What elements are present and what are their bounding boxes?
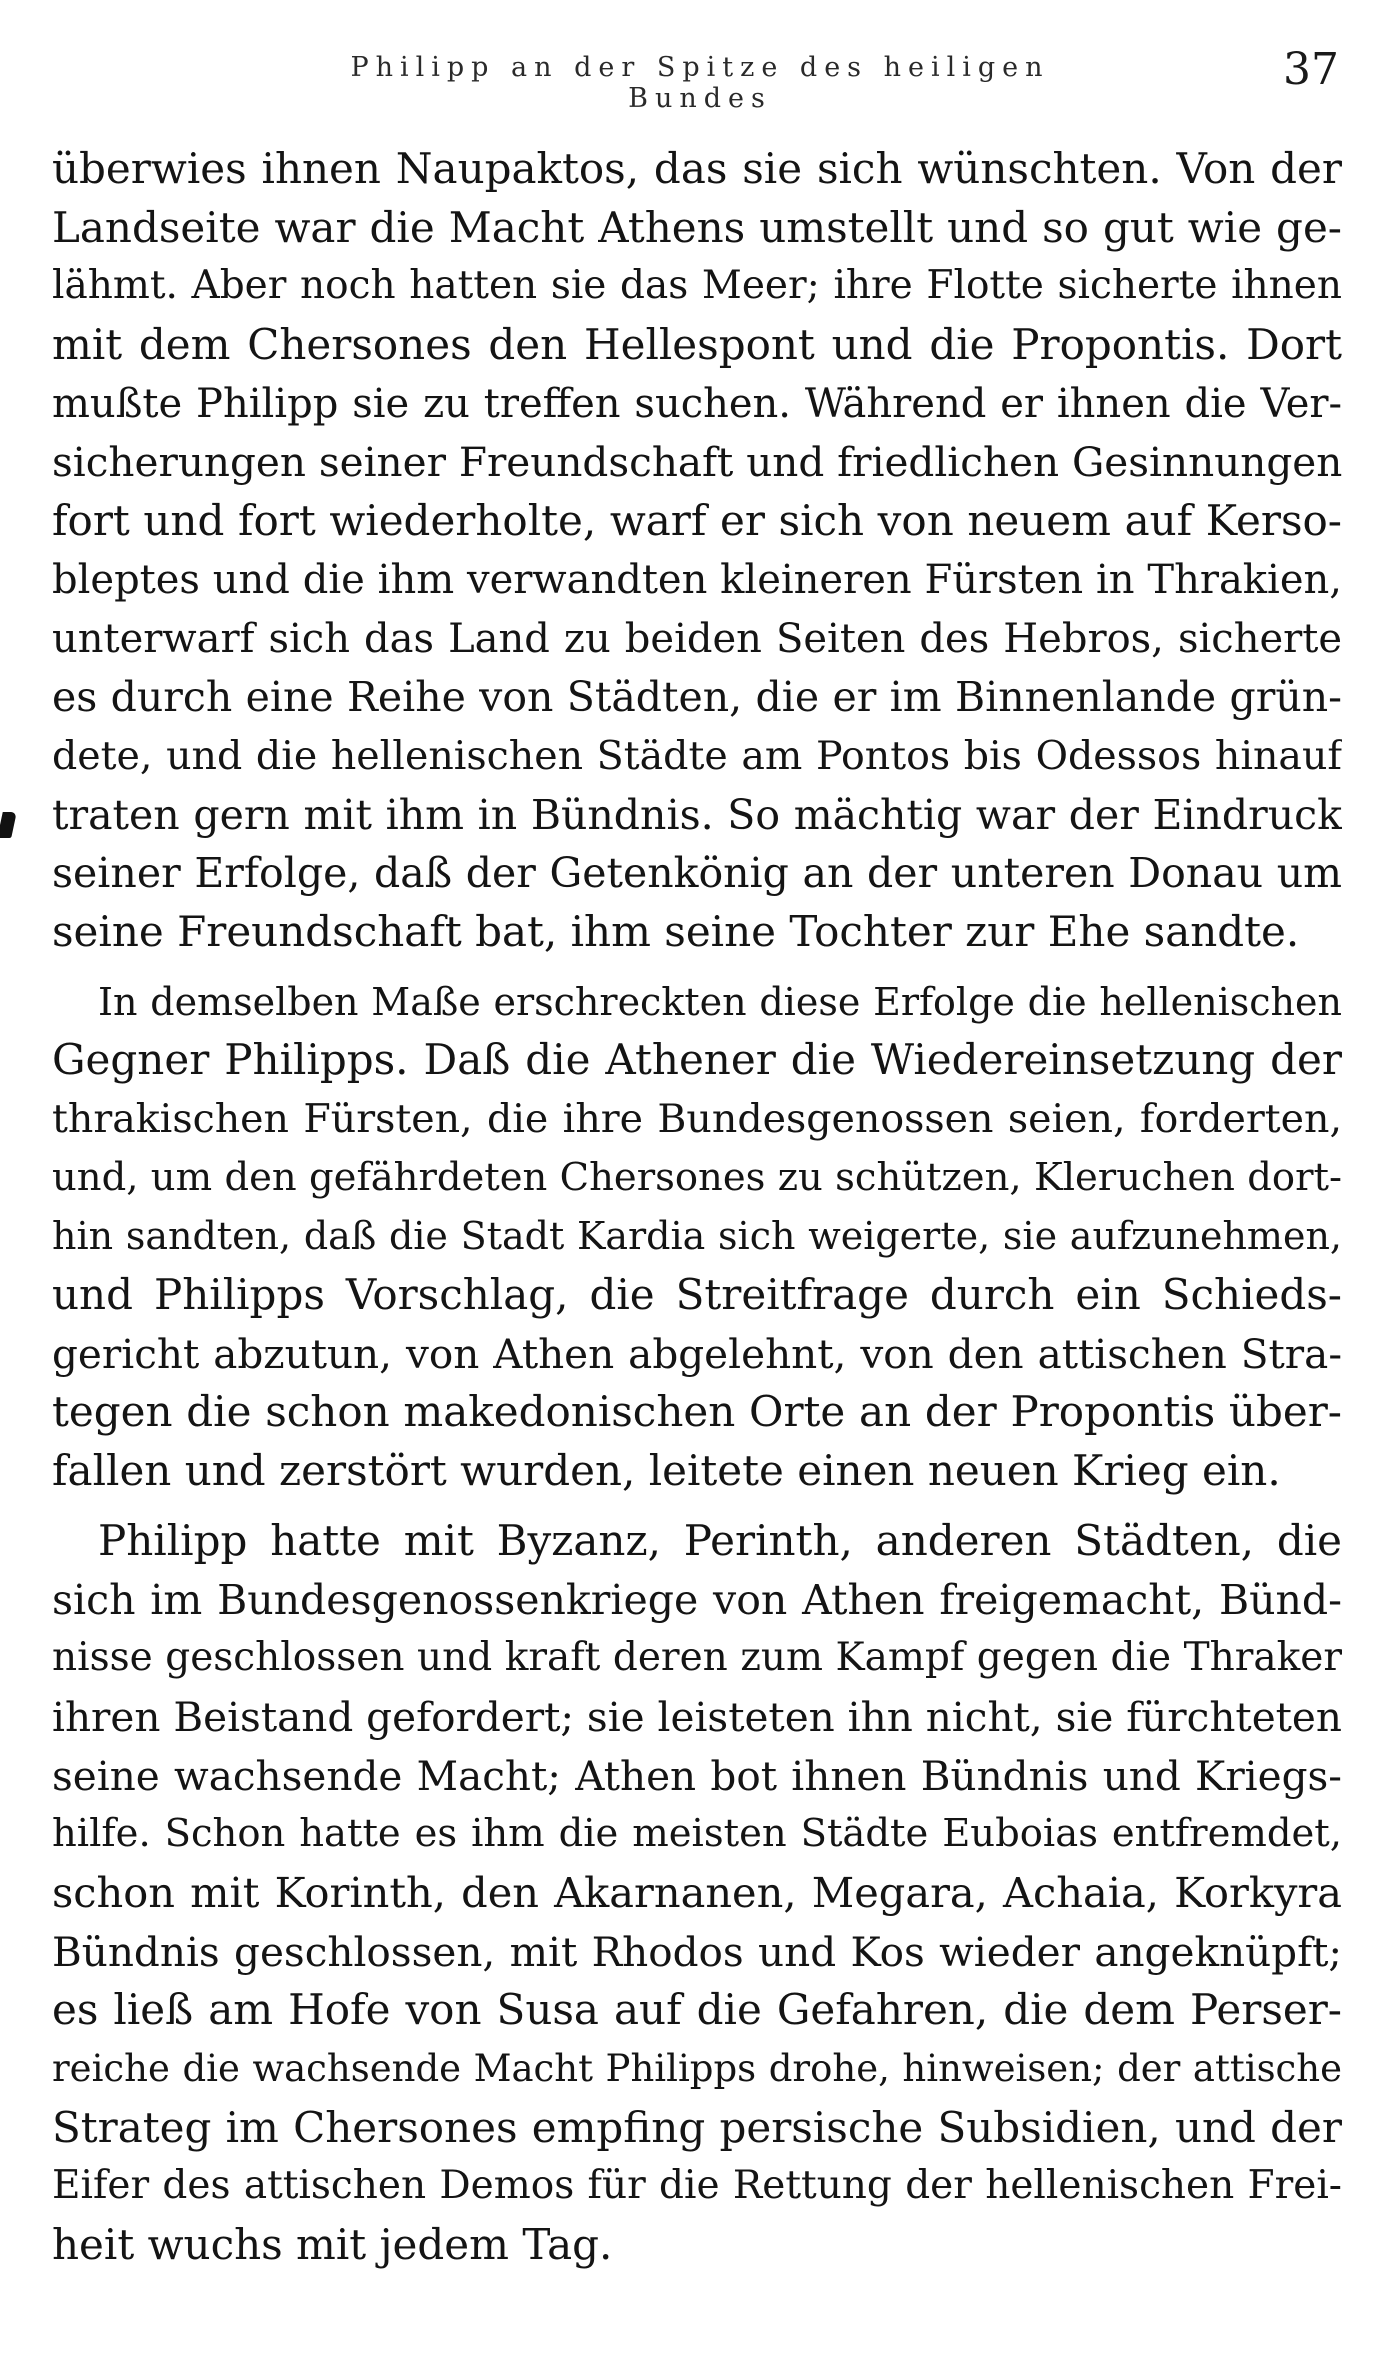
- text-line: Gegner Philipps. Daß die Athener die Wiedereinsetzung der: [52, 1035, 1342, 1085]
- text-line: reiche die wachsende Macht Philipps drohe, hinweisen; der attische: [52, 2047, 1342, 2090]
- text-line: hilfe. Schon hatte es ihm die meisten Städte Euboias entfremdet,: [52, 1811, 1342, 1857]
- text-line: es durch eine Reihe von Städten, die er im Binnenlande grün-: [52, 673, 1342, 722]
- text-line: fort und fort wiederholte, warf er sich von neuem auf Kerso-: [52, 496, 1342, 546]
- text-line: Landseite war die Macht Athens umstellt und so gut wie ge-: [52, 202, 1342, 252]
- text-line: mit dem Chersones den Hellespont und die Propontis. Dort: [52, 320, 1342, 370]
- text-line: Strateg im Chersones empfing persische Subsidien, und der: [52, 2102, 1342, 2152]
- text-line: sich im Bundesgenossenkriege von Athen freigemacht, Bünd-: [52, 1575, 1342, 1624]
- text-line: seine wachsende Macht; Athen bot ihnen Bündnis und Kriegs-: [52, 1751, 1342, 1800]
- running-head: Philipp an der Spitze des heiligen Bundes: [350, 52, 1050, 114]
- text-line: In demselben Maße erschreckten diese Erfolge die hellenischen: [98, 979, 1342, 1024]
- text-line: tegen die schon makedonischen Orte an der Propontis über-: [52, 1387, 1342, 1437]
- margin-mark-icon: [0, 812, 17, 838]
- text-line: es ließ am Hofe von Susa auf die Gefahren, die dem Perser-: [52, 1985, 1342, 2035]
- text-line: überwies ihnen Naupaktos, das sie sich wünschten. Von der: [52, 144, 1342, 193]
- text-line: sicherungen seiner Freundschaft und friedlichen Gesinnungen: [52, 438, 1342, 487]
- text-line: schon mit Korinth, den Akarnanen, Megara, Achaia, Korkyra: [52, 1867, 1342, 1917]
- text-line: bleptes und die ihm verwandten kleineren Fürsten in Thrakien,: [52, 556, 1342, 603]
- text-line: nisse geschlossen und kraft deren zum Kampf gegen die Thraker: [52, 1635, 1342, 1681]
- text-line: Eifer des attischen Demos für die Rettung der hellenischen Frei-: [52, 2163, 1342, 2209]
- text-line: unterwarf sich das Land zu beiden Seiten des Hebros, sicherte: [52, 615, 1342, 662]
- text-line: fallen und zerstört wurden, leitete einen neuen Krieg ein.: [52, 1446, 1281, 1496]
- text-line: seine Freundschaft bat, ihm seine Tochter zur Ehe sandte.: [52, 906, 1300, 956]
- text-line: ihren Beistand gefordert; sie leisteten ihn nicht, sie fürchteten: [52, 1692, 1342, 1741]
- text-line: seiner Erfolge, daß der Getenkönig an der unteren Donau um: [52, 849, 1342, 898]
- page-number: 37: [1283, 44, 1339, 95]
- paragraph-1: [52, 140, 1342, 962]
- text-line: Bündnis geschlossen, mit Rhodos und Kos wieder angeknüpft;: [52, 1927, 1342, 1976]
- text-line: hin sandten, daß die Stadt Kardia sich weigerte, sie aufzunehmen,: [52, 1214, 1342, 1259]
- text-line: thrakischen Fürsten, die ihre Bundesgenossen seien, forderten,: [52, 1096, 1342, 1142]
- paragraph-3: [52, 1512, 1342, 2275]
- text-line: gericht abzutun, von Athen abgelehnt, von den attischen Stra-: [52, 1329, 1342, 1378]
- text-line: lähmt. Aber noch hatten sie das Meer; ihre Flotte sicherte ihnen: [52, 263, 1342, 309]
- text-line: dete, und die hellenischen Städte am Pontos bis Odessos hinauf: [52, 732, 1342, 779]
- paragraph-2: [52, 973, 1342, 1501]
- text-line: und Philipps Vorschlag, die Streitfrage durch ein Schieds-: [52, 1270, 1342, 1320]
- text-line: heit wuchs mit jedem Tag.: [52, 2220, 613, 2270]
- text-line: mußte Philipp sie zu treffen suchen. Während er ihnen die Ver-: [52, 380, 1342, 427]
- text-line: und, um den gefährdeten Chersones zu schützen, Kleruchen dort-: [52, 1154, 1342, 1200]
- text-line: traten gern mit ihm in Bündnis. So mächtig war der Eindruck: [52, 790, 1342, 839]
- text-line: Philipp hatte mit Byzanz, Perinth, anderen Städten, die: [98, 1515, 1342, 1565]
- body-text: [52, 140, 1342, 2275]
